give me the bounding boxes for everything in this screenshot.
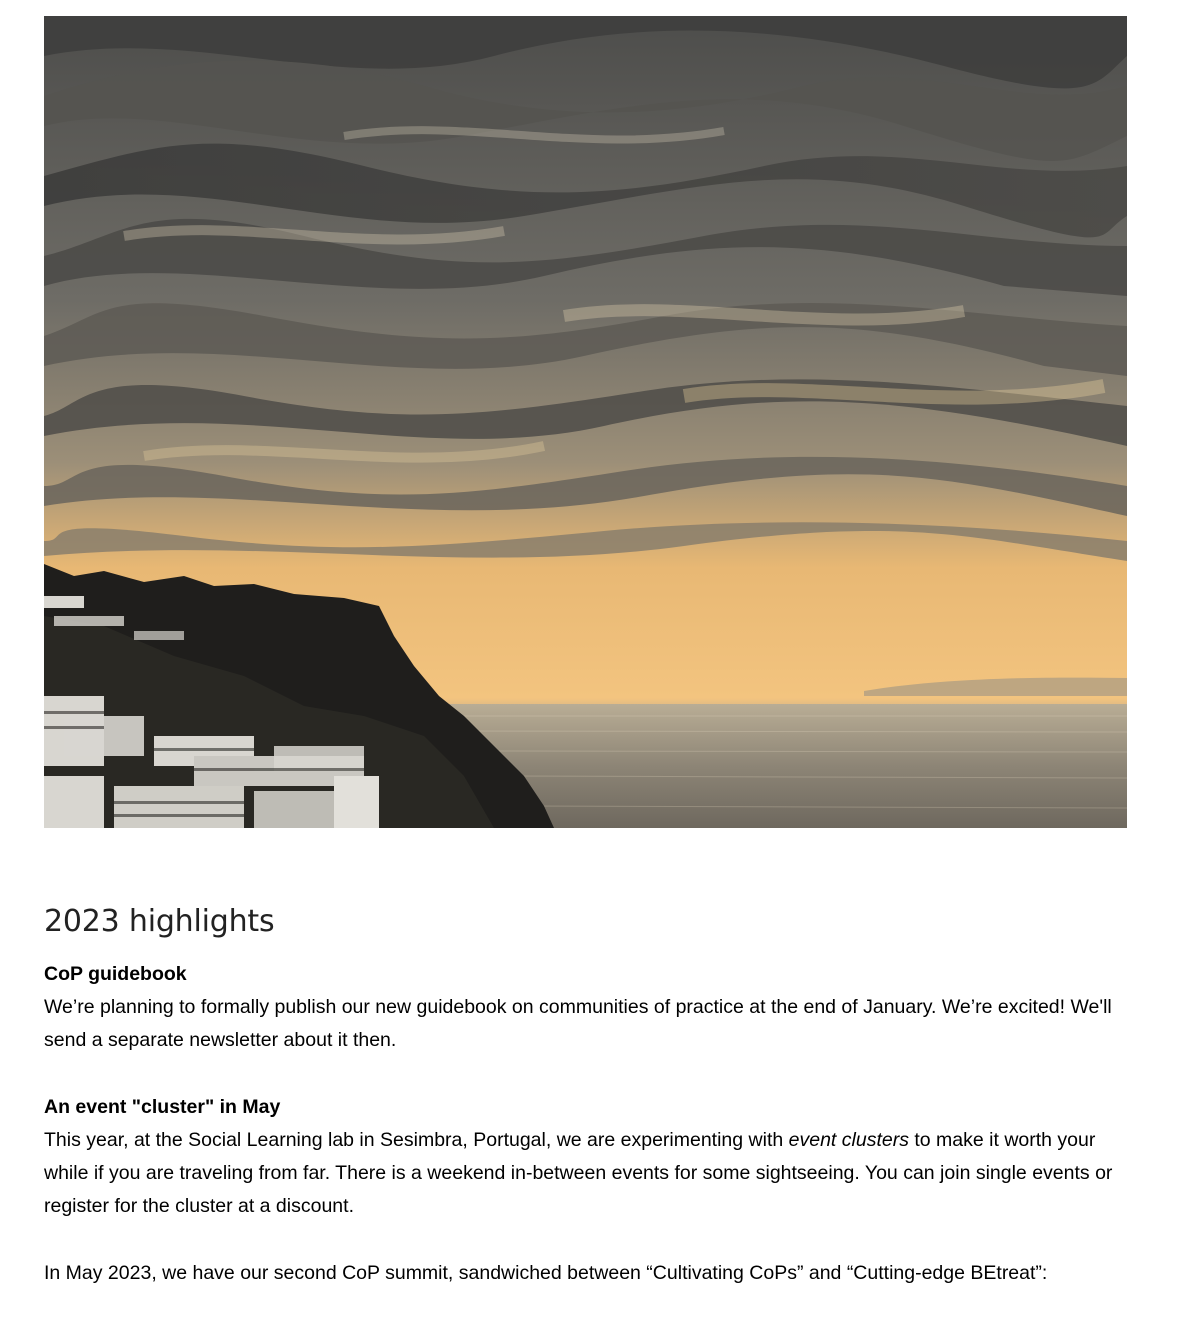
section-body-event-cluster — [44, 1124, 1127, 1223]
article-content — [44, 900, 1127, 1290]
section-title-guidebook: CoP guidebook — [44, 963, 187, 985]
sunset-cloud-photo — [44, 16, 1127, 828]
body-text-emphasis: event clusters — [788, 1129, 909, 1151]
hero-image — [44, 16, 1127, 828]
body-text-before: This year, at the Social Learning lab in Sesimbra, Portugal, we are experimenting with — [44, 1129, 789, 1151]
spacer — [44, 1223, 1127, 1257]
page-title: 2023 highlights — [44, 904, 275, 939]
section-body-guidebook: We’re planning to formally publish our new guidebook on communities of practice at the end of January. We’re excited! We'll send a separate newsletter about it then. — [44, 996, 1112, 1051]
closing-paragraph: In May 2023, we have our second CoP summit, sandwiched between “Cultivating CoPs” and “Cutting-edge BEtreat”: — [44, 1262, 1048, 1284]
section-title-event-cluster: An event "cluster" in May — [44, 1096, 281, 1118]
spacer — [44, 1057, 1127, 1091]
body-text-after: to make it worth your while if you are traveling from far. There is a weekend in-between events for some sightseeing. You can join single events or register for the cluster at a discount. — [44, 1129, 1113, 1217]
